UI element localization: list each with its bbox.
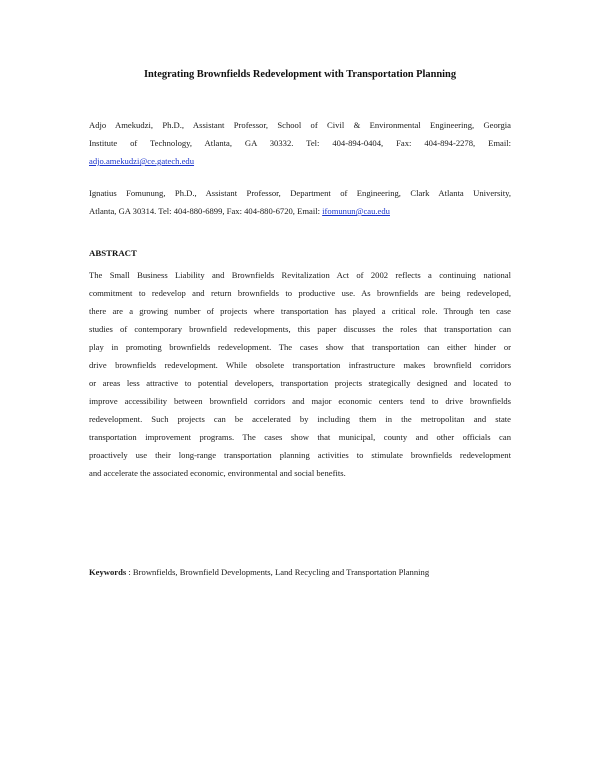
abstract-line: The Small Business Liability and Brownfields Revitalization Act of 2002 reflects a continuing national: [89, 270, 511, 280]
abstract-line: transportation improvement programs. The cases show that municipal, county and other officials can: [89, 432, 511, 442]
author-1-affiliation: [89, 116, 511, 170]
paper-title: Integrating Brownfields Redevelopment with Transportation Planning: [143, 69, 457, 80]
author-1-line-1: Adjo Amekudzi, Ph.D., Assistant Professor, School of Civil & Environmental Engineering, Georgia: [89, 120, 511, 130]
author-2-line-2: Atlanta, GA 30314. Tel: 404-880-6899, Fax: 404-880-6720, Email:: [89, 206, 323, 216]
keywords: [89, 563, 511, 581]
abstract-line: drive brownfields redevelopment. While obsolete transportation infrastructure makes brownfield corridors: [89, 360, 511, 370]
abstract-line: improve accessibility between brownfield corridors and major economic centers tend to drive brownfields: [89, 396, 511, 406]
abstract-line: there are a growing number of projects where transportation has played a critical role. Through ten case: [89, 306, 511, 316]
abstract-line: and accelerate the associated economic, environmental and social benefits.: [89, 468, 346, 478]
abstract-line: studies of contemporary brownfield redevelopments, this paper discusses the roles that transportation can: [89, 324, 511, 334]
keywords-label: Keywords: [89, 567, 127, 577]
abstract-line: play in promoting brownfields redevelopment. The cases show that transportation can either hinder or: [89, 342, 511, 352]
keywords-text: : Brownfields, Brownfield Developments, Land Recycling and Transportation Planning: [126, 567, 430, 577]
abstract-line: redevelopment. Such projects can be accelerated by including them in the metropolitan and state: [89, 414, 511, 424]
abstract-heading: ABSTRACT: [89, 248, 137, 258]
author-1-line-2: Institute of Technology, Atlanta, GA 30332. Tel: 404-894-0404, Fax: 404-894-2278, Email:: [89, 138, 511, 148]
abstract-body: [89, 266, 511, 482]
author-1-email-link[interactable]: adjo.amekudzi@ce.gatech.edu: [89, 156, 195, 166]
abstract-line: or areas less attractive to potential developers, transportation projects strategically designed and located to: [89, 378, 511, 388]
abstract-line: proactively use their long-range transportation planning activities to stimulate brownfields redevelopment: [89, 450, 511, 460]
author-2-affiliation: [89, 184, 511, 220]
author-2-line-1: Ignatius Fomunung, Ph.D., Assistant Professor, Department of Engineering, Clark Atlanta University,: [89, 188, 511, 198]
abstract-line: commitment to redevelop and return brownfields to productive use. As brownfields are being redeveloped,: [89, 288, 511, 298]
author-2-email-link[interactable]: ifomunun@cau.edu: [322, 206, 390, 216]
